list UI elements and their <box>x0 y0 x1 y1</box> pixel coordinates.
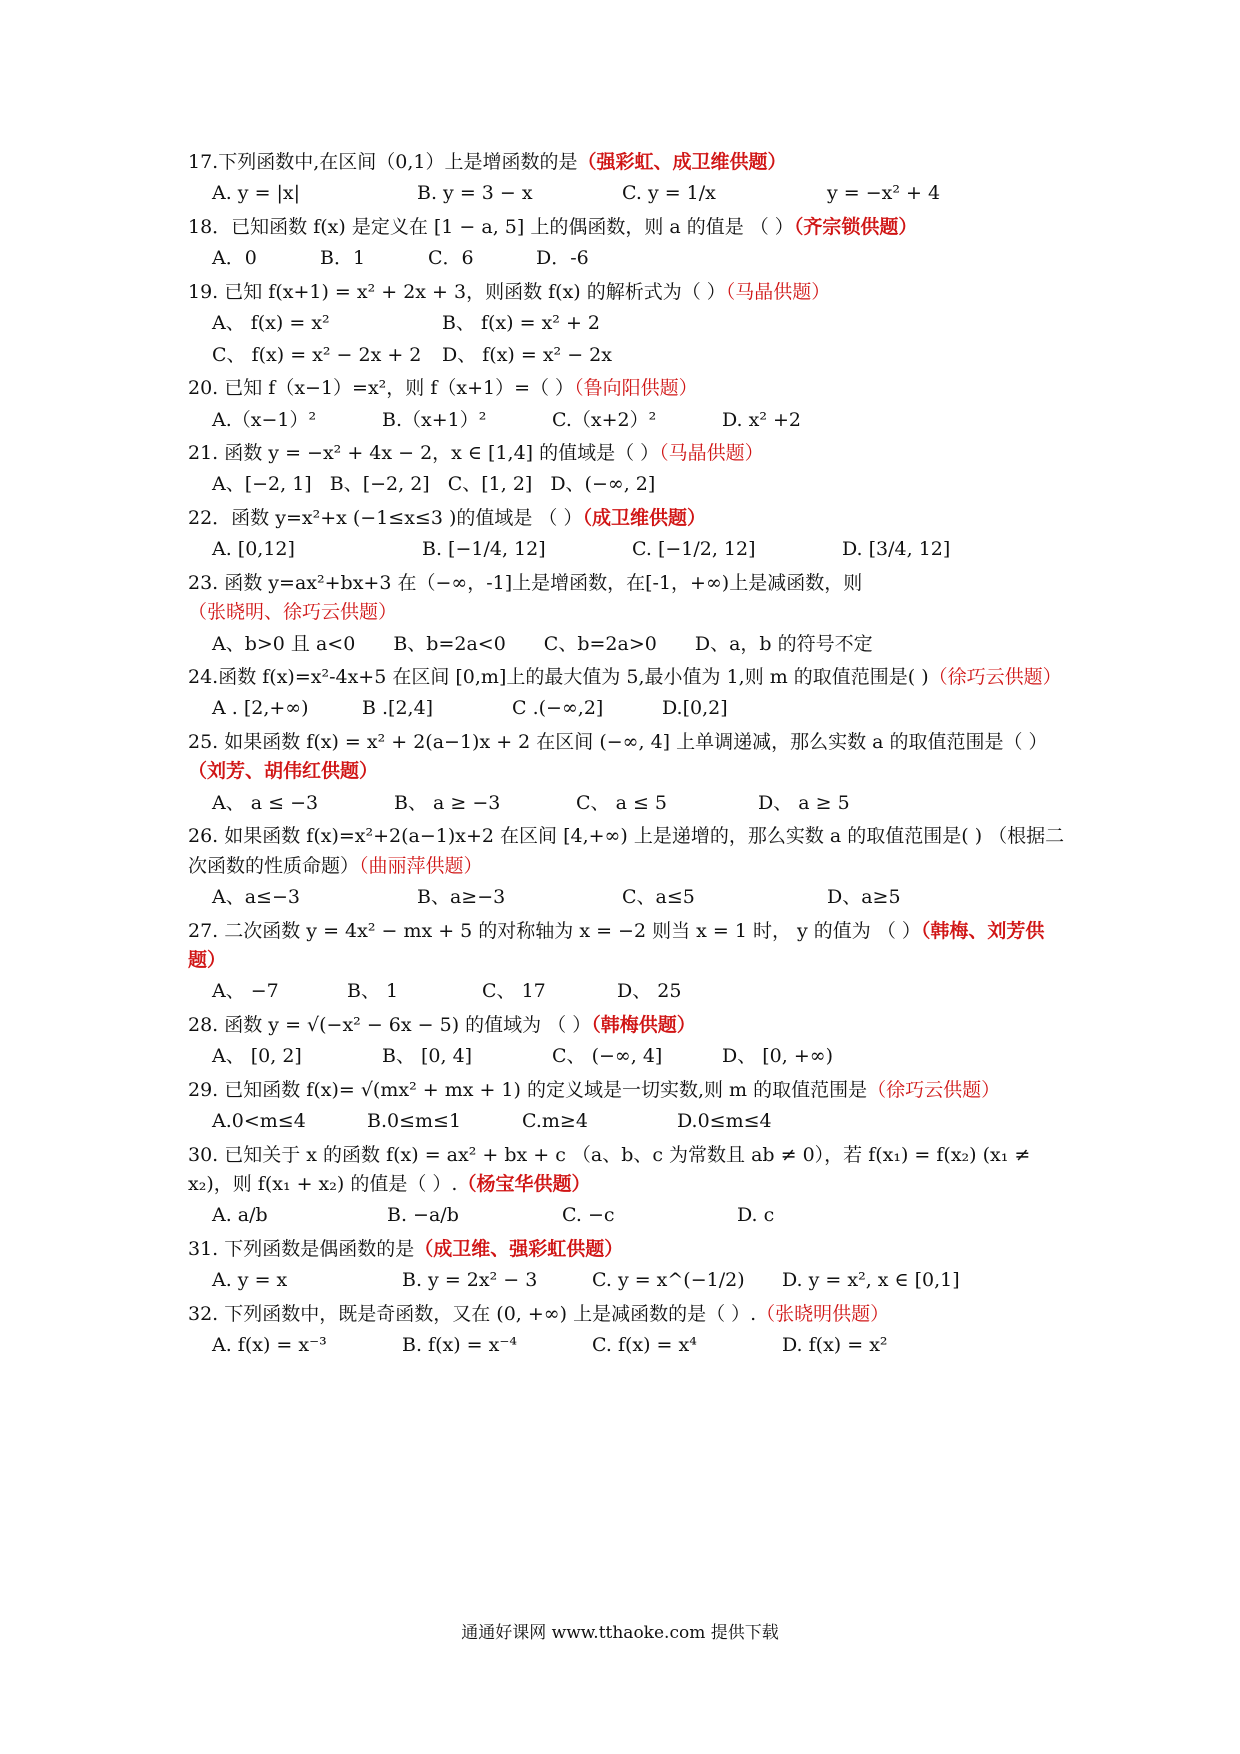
option-c: C．6 <box>428 247 474 270</box>
question-stem: 32. 下列函数中，既是奇函数，又在 (0, +∞) 上是减函数的是（ ）. <box>188 1302 757 1325</box>
option-d: D. c <box>737 1204 775 1227</box>
question-stem: 31. 下列函数是偶函数的是 <box>188 1237 415 1260</box>
question-source: （张晓明、徐巧云供题） <box>188 601 398 624</box>
option-a: A、 −7 <box>212 980 279 1003</box>
option-b: B. −a/b <box>387 1204 459 1227</box>
options <box>188 1266 1068 1295</box>
options <box>188 179 1068 208</box>
option-d: D、 [0, +∞) <box>722 1045 834 1068</box>
option-c: C、[1, 2] <box>447 473 533 496</box>
option-a: A、 [0, 2] <box>212 1045 302 1068</box>
option-a: A. [0,12] <box>212 538 295 561</box>
question-source: （齐宗锁供题） <box>793 215 918 238</box>
options <box>188 1107 1068 1136</box>
option-c: C、 (−∞, 4] <box>552 1045 663 1068</box>
question-31 <box>188 1235 1068 1296</box>
option-a: A、b>0 且 a<0 <box>212 632 356 655</box>
option-c: C、 a ≤ 5 <box>576 791 667 814</box>
page-footer: 通通好课网 www.tthaoke.com 提供下载 <box>461 1623 779 1643</box>
question-28 <box>188 1011 1068 1072</box>
question-source: （强彩虹、成卫维供题） <box>577 151 787 173</box>
option-a: A、[−2, 1] <box>212 473 312 496</box>
question-27 <box>188 917 1068 1007</box>
option-a: A、 a ≤ −3 <box>212 791 319 814</box>
question-stem: 22．函数 y=x²+x (−1≤x≤3 )的值域是 （ ） <box>188 506 583 529</box>
question-stem: 19. 已知 f(x+1) = x² + 2x + 3，则函数 f(x) 的解析式为（ ） <box>188 280 726 303</box>
question-source: （曲丽萍供题） <box>359 854 483 877</box>
option-a: A. y = |x| <box>212 182 301 205</box>
option-b: B. y = 2x² − 3 <box>402 1269 538 1292</box>
option-b: B.0≤m≤1 <box>367 1110 462 1133</box>
option-d: D.0≤m≤4 <box>677 1110 772 1133</box>
option-d: D、 f(x) = x² − 2x <box>442 343 612 366</box>
question-stem: 30. 已知关于 x 的函数 f(x) = ax² + bx + c （a、b、c 为常数且 ab ≠ 0），若 f(x₁) = f(x₂) (x₁ ≠ x₂)，则 f(x₁ + x₂) 的值是（ ）. <box>188 1143 1031 1195</box>
question-stem: 21. 函数 y = −x² + 4x − 2，x ∈ [1,4] 的值域是（ ） <box>188 441 660 464</box>
options <box>188 406 1068 435</box>
question-29 <box>188 1076 1068 1137</box>
question-stem: 26. 如果函数 f(x)=x²+2(a−1)x+2 在区间 [4,+∞) 上是递增的，那么实数 a 的取值范围是( ) （根据二次函数的性质命题） <box>188 825 1065 877</box>
question-17 <box>188 148 1068 209</box>
option-d: D、a≥5 <box>827 886 901 909</box>
option-c: C、a≤5 <box>622 886 695 909</box>
options <box>188 883 1068 912</box>
option-b: B、b=2a<0 <box>393 632 506 655</box>
question-26 <box>188 822 1068 912</box>
options <box>188 630 1068 659</box>
question-source: （韩梅、刘芳供题） <box>188 919 1045 971</box>
options <box>188 535 1068 564</box>
option-b: B. [−1/4, 12] <box>422 538 546 561</box>
question-19 <box>188 278 1068 370</box>
option-d: D. x² +2 <box>722 408 802 431</box>
question-22 <box>188 504 1068 565</box>
option-c: C. y = 1/x <box>622 182 716 205</box>
options <box>188 789 1068 818</box>
options <box>188 244 1068 273</box>
option-b: B、 [0, 4] <box>382 1045 473 1068</box>
question-source: （马晶供题） <box>725 280 831 303</box>
option-c: C.m≥4 <box>522 1110 588 1133</box>
option-a: A、 f(x) = x² <box>212 312 330 335</box>
options <box>188 694 1068 723</box>
question-list <box>188 148 1068 1365</box>
option-c: C. [−1/2, 12] <box>632 538 756 561</box>
question-18 <box>188 213 1068 274</box>
options <box>188 1201 1068 1230</box>
option-a: A. y = x <box>212 1269 288 1292</box>
question-25 <box>188 728 1068 818</box>
options <box>188 341 1068 370</box>
question-23 <box>188 569 1068 659</box>
option-a: A、a≤−3 <box>212 886 300 909</box>
option-c: C. f(x) = x⁴ <box>592 1334 697 1357</box>
question-stem: 18．已知函数 f(x) 是定义在 [1 − a, 5] 上的偶函数，则 a 的值是 （ ） <box>188 215 794 238</box>
question-32 <box>188 1300 1068 1361</box>
question-stem: 23. 函数 y=ax²+bx+3 在（−∞，-1]上是增函数，在[-1，+∞)上是减函数，则 <box>188 571 863 594</box>
option-c: C、 17 <box>482 980 546 1003</box>
question-source: （马晶供题） <box>659 441 764 464</box>
option-b: B．1 <box>320 247 366 270</box>
question-source: （杨宝华供题） <box>457 1173 591 1195</box>
question-stem: 25. 如果函数 f(x) = x² + 2(a−1)x + 2 在区间 (−∞, 4] 上单调递减，那么实数 a 的取值范围是（ ） <box>188 730 1048 753</box>
option-d: D.[0,2] <box>662 697 728 720</box>
option-b: B、a≥−3 <box>417 886 506 909</box>
option-b: B、 a ≥ −3 <box>394 791 501 814</box>
question-stem: 20. 已知 f（x−1）=x²，则 f（x+1）=（ ） <box>188 377 575 400</box>
options <box>188 1042 1068 1071</box>
option-b: B、[−2, 2] <box>329 473 430 496</box>
option-b: B. y = 3 − x <box>417 182 533 205</box>
options <box>188 977 1068 1006</box>
options <box>188 1331 1068 1360</box>
question-stem: 27. 二次函数 y = 4x² − mx + 5 的对称轴为 x = −2 则当 x = 1 时， y 的值为 （ ） <box>188 919 921 942</box>
option-a: A.（x−1）² <box>212 408 317 431</box>
option-a: A. a/b <box>212 1204 268 1227</box>
option-c: C、 f(x) = x² − 2x + 2 <box>212 343 422 366</box>
option-c: C. −c <box>562 1204 615 1227</box>
question-source: （徐巧云供题） <box>867 1078 1001 1101</box>
question-source: （成卫维、强彩虹供题） <box>414 1237 624 1260</box>
options <box>188 470 1068 499</box>
question-stem: 29. 已知函数 f(x)= √(mx² + mx + 1) 的定义域是一切实数,则 m 的取值范围是 <box>188 1078 868 1101</box>
option-d: y = −x² + 4 <box>827 182 941 205</box>
option-c: C.（x+2）² <box>552 408 657 431</box>
option-d: D、 25 <box>617 980 682 1003</box>
question-source: （韩梅供题） <box>591 1013 696 1036</box>
question-stem: 24.函数 f(x)=x²-4x+5 在区间 [0,m]上的最大值为 5,最小值为 1,则 m 的取值范围是( ) <box>188 666 929 688</box>
option-b: B. f(x) = x⁻⁴ <box>402 1334 517 1357</box>
option-a: A. f(x) = x⁻³ <box>212 1334 327 1357</box>
question-20 <box>188 374 1068 435</box>
option-b: B、 1 <box>347 980 399 1003</box>
question-30 <box>188 1141 1068 1231</box>
option-b: B .[2,4] <box>362 697 434 720</box>
option-d: D. y = x², x ∈ [0,1] <box>782 1269 960 1292</box>
question-source: （成卫维供题） <box>582 506 706 529</box>
question-21 <box>188 439 1068 500</box>
question-source: （张晓明供题） <box>756 1302 890 1325</box>
option-c: C. y = x^(−1/2) <box>592 1269 745 1292</box>
option-a: A . [2,+∞) <box>212 697 309 720</box>
question-stem: 17.下列函数中,在区间（0,1）上是增函数的是 <box>188 151 578 173</box>
option-d: D. f(x) = x² <box>782 1334 888 1357</box>
question-source: （鲁向阳供题） <box>574 377 698 400</box>
question-source: （刘芳、胡伟红供题） <box>188 760 379 783</box>
question-24 <box>188 663 1068 724</box>
option-d: D．-6 <box>536 247 589 270</box>
option-c: C .(−∞,2] <box>512 697 604 720</box>
question-stem: 28. 函数 y = √(−x² − 6x − 5) 的值域为 （ ） <box>188 1013 592 1036</box>
option-d: D、(−∞, 2] <box>550 473 656 496</box>
option-a: A．0 <box>212 247 257 270</box>
option-d: D、a，b 的符号不定 <box>694 632 873 655</box>
question-source: （徐巧云供题） <box>928 666 1062 688</box>
option-d: D. [3/4, 12] <box>842 538 951 561</box>
option-a: A.0<m≤4 <box>212 1110 306 1133</box>
option-c: C、b=2a>0 <box>543 632 657 655</box>
option-b: B、 f(x) = x² + 2 <box>442 312 600 335</box>
options <box>188 309 1068 338</box>
option-b: B.（x+1）² <box>382 408 487 431</box>
option-d: D、 a ≥ 5 <box>758 791 850 814</box>
